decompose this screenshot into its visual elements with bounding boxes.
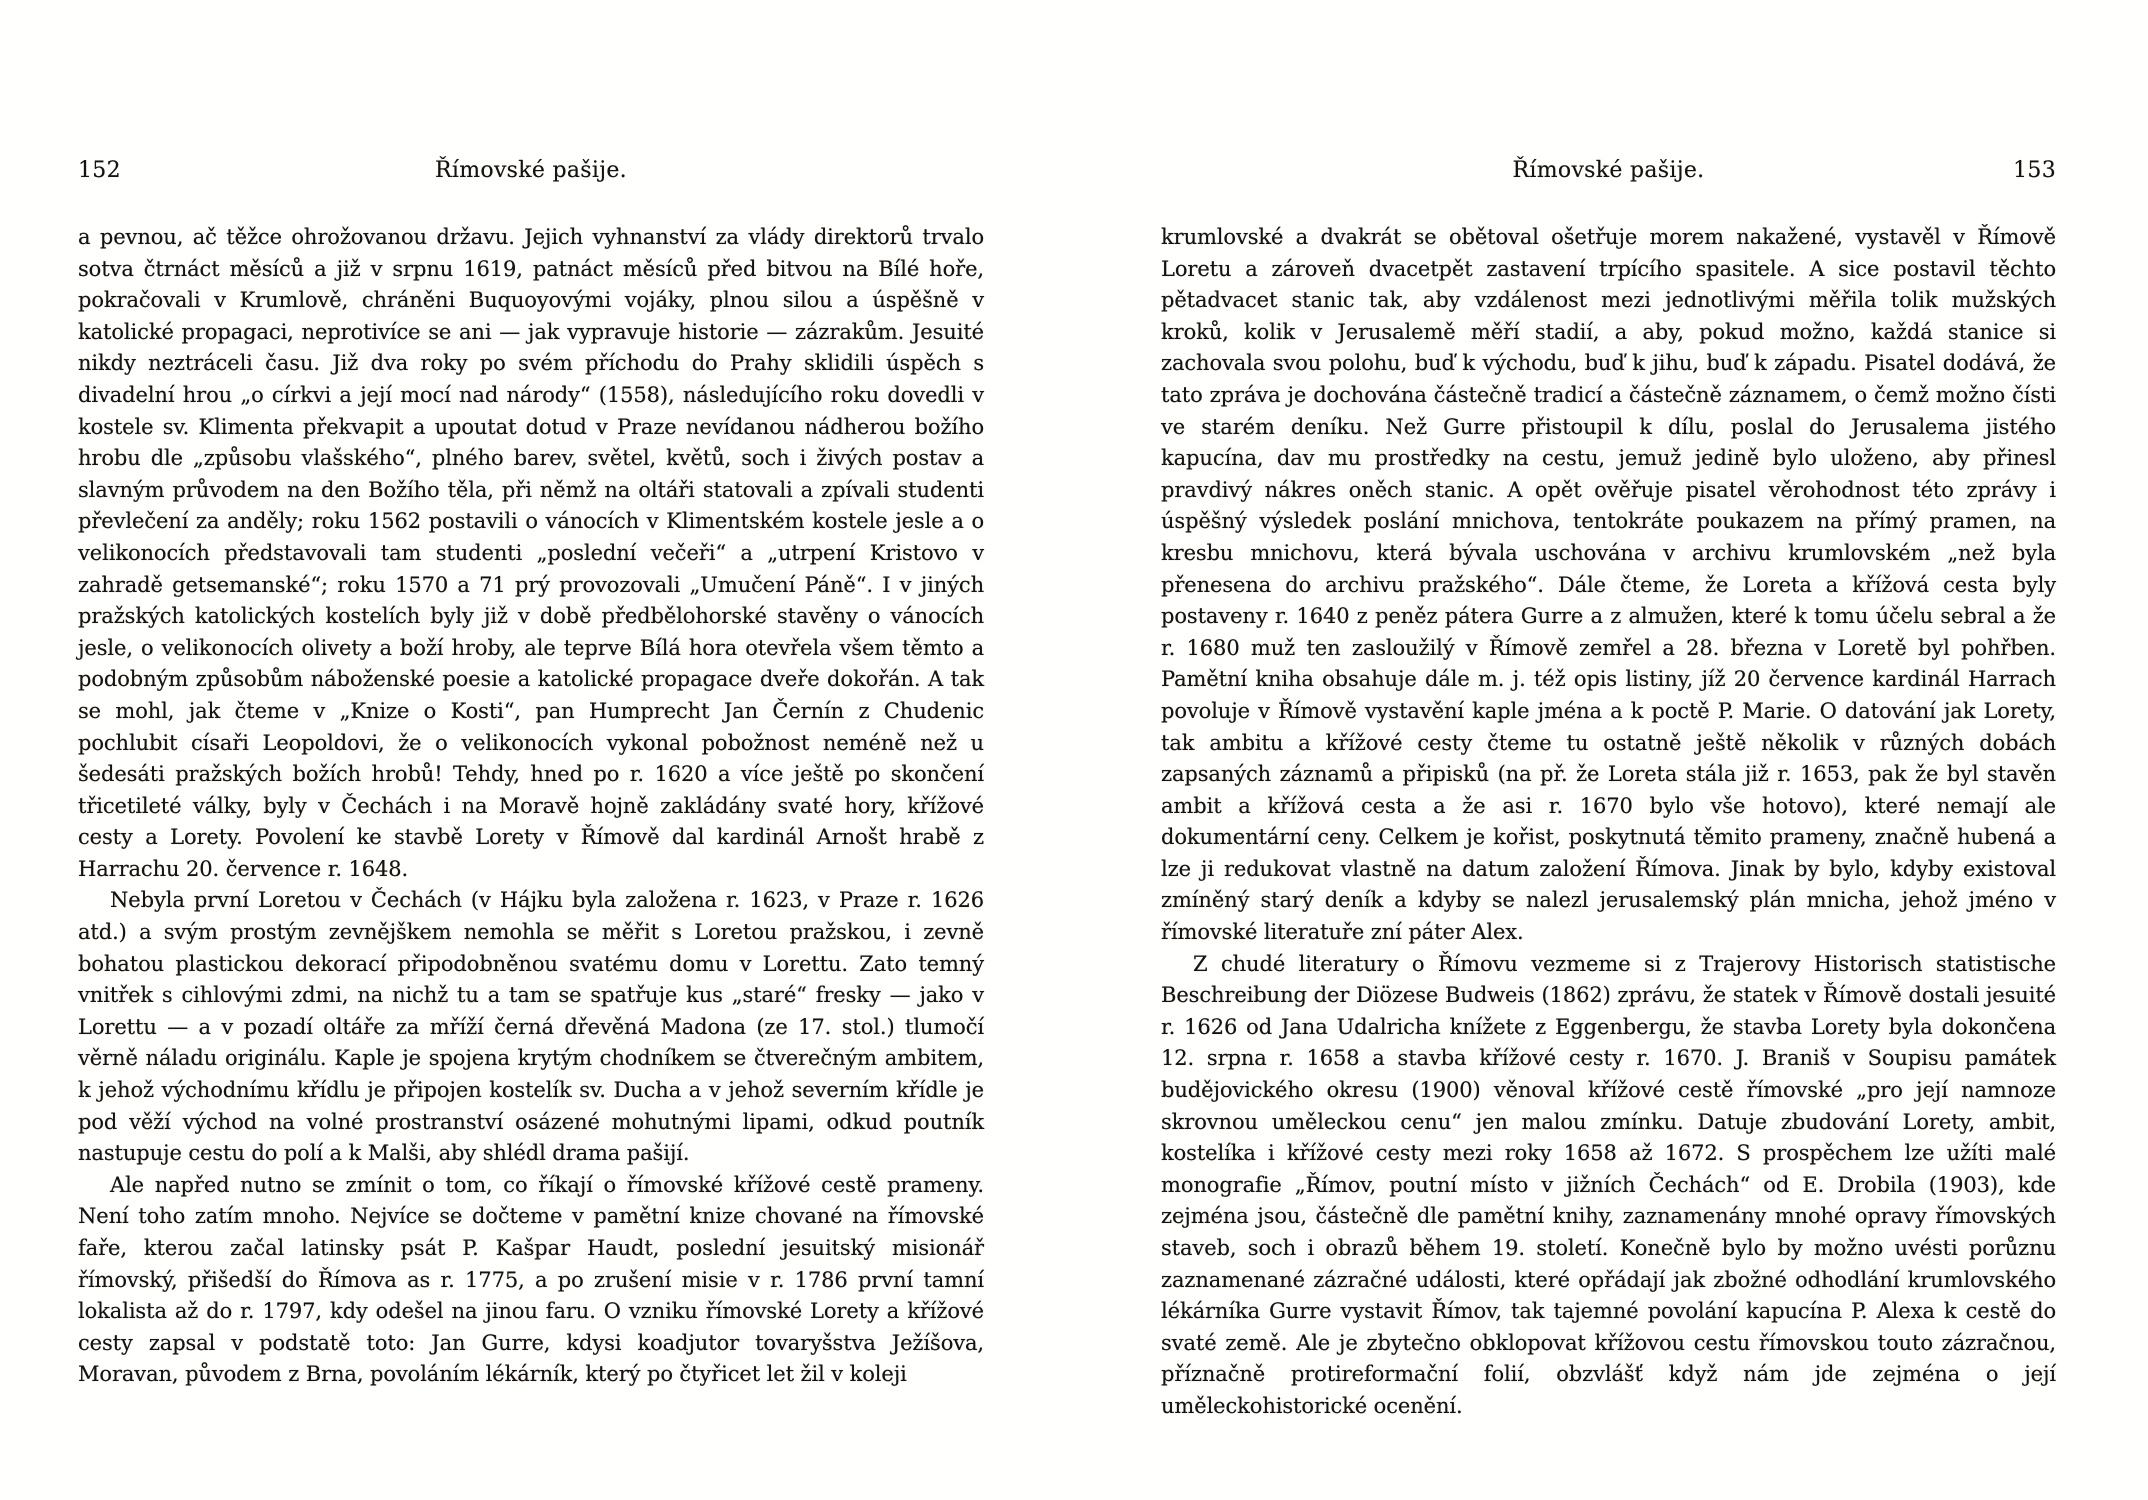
paragraph: krumlovské a dvakrát se obětoval ošetřuje morem nakažené, vystavěl v Římově Loretu a zároveň dvacetpět zastavení trpícího spasitele. A sice postavil těchto pětadvacet stanic tak, aby vzdálenost mezi jednotlivými měřila tolik mužských kroků, kolik v Jerusalemě měří stadií, a aby, pokud možno, každá stanice si zachovala svou polohu, buď k východu, buď k jihu, buď k západu. Pisatel dodává, že tato zpráva je dochována částečně tradicí a částečně záznamem, o čemž možno čísti ve starém deníku. Než Gurre přistoupil k dílu, poslal do Jerusalema jistého kapucína, dav mu prostředky na cestu, jemuž jedině bylo uloženo, aby přinesl pravdivý nákres oněch stanic. A opět ověřuje pisatel věrohodnost této zprávy i úspěšný výsledek poslání mnichova, tentokráte poukazem na přímý pramen, na kresbu mnichovu, která bývala uschována v archivu krumlovském „než byla přenesena do archivu pražského“. Dále čteme, že Loreta a křížová cesta byly postaveny r. 1640 z peněz pátera Gurre a z almužen, které k tomu účelu sebral a že r. 1680 muž ten zasloužilý v Římově zemřel a 28. března v Loretě byl pohřben. Pamětní kniha obsahuje dále m. j. též opis listiny, jíž 20 července kardinál Harrach povoluje v Římově vystavění kaple jména a k poctě P. Marie. O datování jak Lorety, tak ambitu a křížové cesty čteme tu ostatně ještě několik v různých dobách zapsaných záznamů a připisků (na př. že Loreta stála již r. 1653, pak že byl stavěn ambit a křížová cesta a že asi r. 1670 bylo vše hotovo), které nemají ale dokumentární ceny. Celkem je kořist, poskytnutá těmito prameny, značně hubená a lze ji redukovat vlastně na datum založení Římova. Jinak by bylo, kdyby existoval zmíněný starý deník a kdyby se nalezl jerusalemský plán mnicha, jehož jméno v římovské literatuře zní páter Alex. (1161, 225, 2056, 945)
running-head-left: Římovské pašije. (435, 158, 627, 183)
page-152 (78, 156, 984, 1391)
page-153 (1161, 156, 2056, 1423)
page-number-right: 153 (2013, 158, 2056, 183)
page-152-body (78, 222, 984, 1391)
paragraph: a pevnou, ač těžce ohrožovanou državu. Jejich vyhnanství za vlády direktorů trvalo sotva čtrnáct měsíců a již v srpnu 1619, patnáct měsíců před bitvou na Bílé hoře, pokračovali v Krumlově, chráněni Buquoyovými vojáky, plnou silou a úspěšně v katolické propagaci, neprotivíce se ani — jak vypravuje historie — zázrakům. Jesuité nikdy neztráceli času. Již dva roky po svém příchodu do Prahy sklidili úspěch s divadelní hrou „o církvi a její mocí nad národy“ (1558), následujícího roku dovedli v kostele sv. Klimenta překvapit a upoutat dotud v Praze nevídanou nádherou božího hrobu dle „způsobu vlašského“, plného barev, světel, květů, soch i živých postav a slavným průvodem na den Božího těla, při němž na oltáři statovali a zpívali studenti převlečení za anděly; roku 1562 postavili o vánocích v Klimentském kostele jesle a o velikonocích představovali tam studenti „poslední večeři“ a „utrpení Kristovo v zahradě getsemanské“; roku 1570 a 71 prý provozovali „Umučení Páně“. I v jiných pražských katolických kostelích byly již v době předbělohorské stavěny o vánocích jesle, o velikonocích olivety a boží hroby, ale teprve Bílá hora otevřela všem těmto a podobným způsobům náboženské poesie a katolické propagace dveře dokořán. A tak se mohl, jak čteme v „Knize o Kosti“, pan Humprecht Jan Černín z Chudenic pochlubit císaři Leopoldovi, že o velikonocích vykonal pobožnost neméně než u šedesáti pražských božích hrobů! Tehdy, hned po r. 1620 a více ještě po skončení třicetileté války, byly v Čechách i na Moravě hojně zakládány svaté hory, křížové cesty a Lorety. Povolení ke stavbě Lorety v Římově dal kardinál Arnošt hrabě z Harrachu 20. července r. 1648. (78, 225, 984, 881)
page-153-header (1161, 156, 2056, 186)
paragraph: Nebyla první Loretou v Čechách (v Hájku byla založena r. 1623, v Praze r. 1626 atd.) a svým prostým zevnějškem nemohla se měřit s Loretou pražskou, i zevně bohatou plastickou dekorací připodobněnou svatému domu v Lorettu. Zato temný vnitřek s cihlovými zdmi, na nichž tu a tam se spatřuje kus „staré“ fresky — jako v Lorettu — a v pozadí oltáře za mříží černá dřevěná Madona (ze 17. stol.) tlumočí věrně náladu originálu. Kaple je spojena krytým chodníkem se čtverečným ambitem, k jehož východnímu křídlu je připojen kostelík sv. Ducha a v jehož severním křídle je pod věží východ na volné prostranství osázené mohutnými lipami, odkud poutník nastupuje cestu do polí a k Malši, aby shlédl drama pašijí. (78, 888, 984, 1166)
page-152-header (78, 156, 984, 186)
page-number-left: 152 (78, 158, 121, 183)
page-153-body (1161, 222, 2056, 1423)
paragraph: Ale napřed nutno se zmínit o tom, co říkají o římovské křížové cestě prameny. Není toho zatím mnoho. Nejvíce se dočteme v pamětní knize chované na římovské faře, kterou začal latinsky psát P. Kašpar Haudt, poslední jesuitský misionář římovský, přišedší do Římova as r. 1775, a po zrušení misie v r. 1786 první tamní lokalista až do r. 1797, kdy odešel na jinou faru. O vzniku římovské Lorety a křížové cesty zapsal v podstatě toto: Jan Gurre, kdysi koadjutor tovaryšstva Ježíšova, Moravan, původem z Brna, povoláním lékárník, který po čtyřicet let žil v koleji (78, 1172, 984, 1387)
running-head-right: Římovské pašije. (1512, 158, 1705, 183)
paragraph: Z chudé literatury o Římovu vezmeme si z Trajerovy Historisch statistische Beschreibung der Diözese Budweis (1862) zprávu, že statek v Římově dostali jesuité r. 1626 od Jana Udalricha knížete z Eggenbergu, že stavba Lorety byla dokončena 12. srpna r. 1658 a stavba křížové cesty r. 1670. J. Braniš v Soupisu památek budějovického okresu (1900) věnoval křížové cestě římovské „pro její namnoze skrovnou uměleckou cenu“ jen malou zmínku. Datuje zbudování Lorety, ambit, kostelíka i křížové cesty mezi roky 1658 až 1672. S prospěchem lze užíti malé monografie „Římov, poutní místo v jižních Čechách“ od E. Drobila (1903), kde zejména jsou, částečně dle pamětní knihy, zaznamenány mnohé opravy římovských staveb, soch i obrazů během 19. století. Konečně bylo by možno uvésti porůznu zaznamenané zázračné události, které opřádají jak zbožné odhodlání krumlovského lékárníka Gurre vystavit Římov, tak tajemné povolání kapucína P. Alexa k cestě do svaté země. Ale je zbytečno obklopovat křížovou cestu římovskou touto zázračnou, příznačně protireformační folií, obzvlášť když nám jde zejména o její uměleckohistorické ocenění. (1161, 951, 2056, 1418)
